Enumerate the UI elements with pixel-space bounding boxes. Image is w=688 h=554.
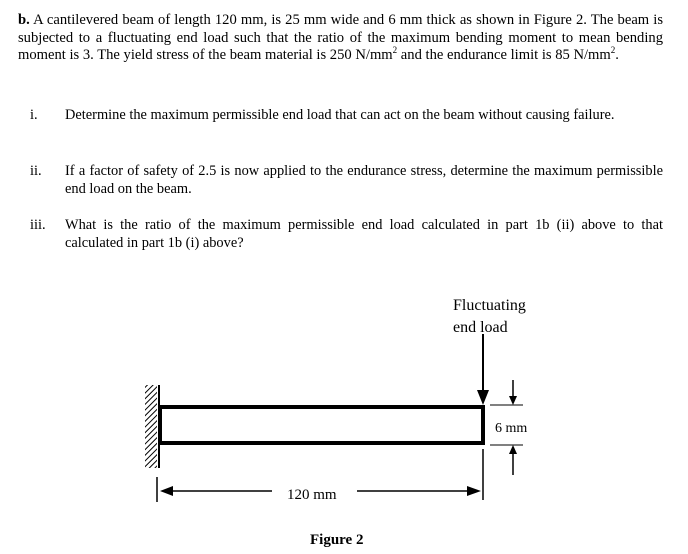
figure-caption: Figure 2 [310, 532, 364, 548]
beam [160, 407, 483, 443]
length-arrow-right-head [467, 486, 481, 496]
unit-superscript-1: 2 [392, 45, 398, 55]
problem-text-1: A cantilevered beam of length 120 mm, is 25 mm wide and 6 mm thick as shown in Figure 2. The beam is subjected to a fluctuating end load such that the ratio of the maximum bending moment to mean bending moment is 3. The yield stress of the beam material is 250 N/mm [18, 12, 663, 63]
part-text: What is the ratio of the maximum permissible end load calculated in part 1b (ii) above to that calculated in part 1b (i) above? [65, 217, 663, 251]
problem-label: b. [18, 12, 30, 28]
part-number: iii. [30, 217, 46, 233]
thickness-arrow-bottom-head [509, 445, 517, 454]
thickness-arrow-top-head [509, 396, 517, 405]
wall-hatching [145, 385, 157, 468]
load-label-line-1: Fluctuating [453, 297, 526, 314]
part-text: Determine the maximum permissible end load that can act on the beam without causing failure. [65, 107, 615, 123]
unit-superscript-2: 2 [610, 45, 616, 55]
length-arrow-left-head [160, 486, 173, 496]
load-label-line-2: end load [453, 319, 508, 336]
load-arrow-head [477, 390, 489, 405]
part-number: i. [30, 107, 38, 123]
problem-text-2: and the endurance limit is 85 N/mm [397, 47, 611, 63]
part-number: ii. [30, 163, 42, 179]
problem-text-3: . [615, 47, 619, 63]
part-text: If a factor of safety of 2.5 is now applied to the endurance stress, determine the maximum permissible end load on the beam. [65, 163, 663, 197]
thickness-label: 6 mm [495, 421, 528, 436]
length-label: 120 mm [287, 487, 337, 503]
